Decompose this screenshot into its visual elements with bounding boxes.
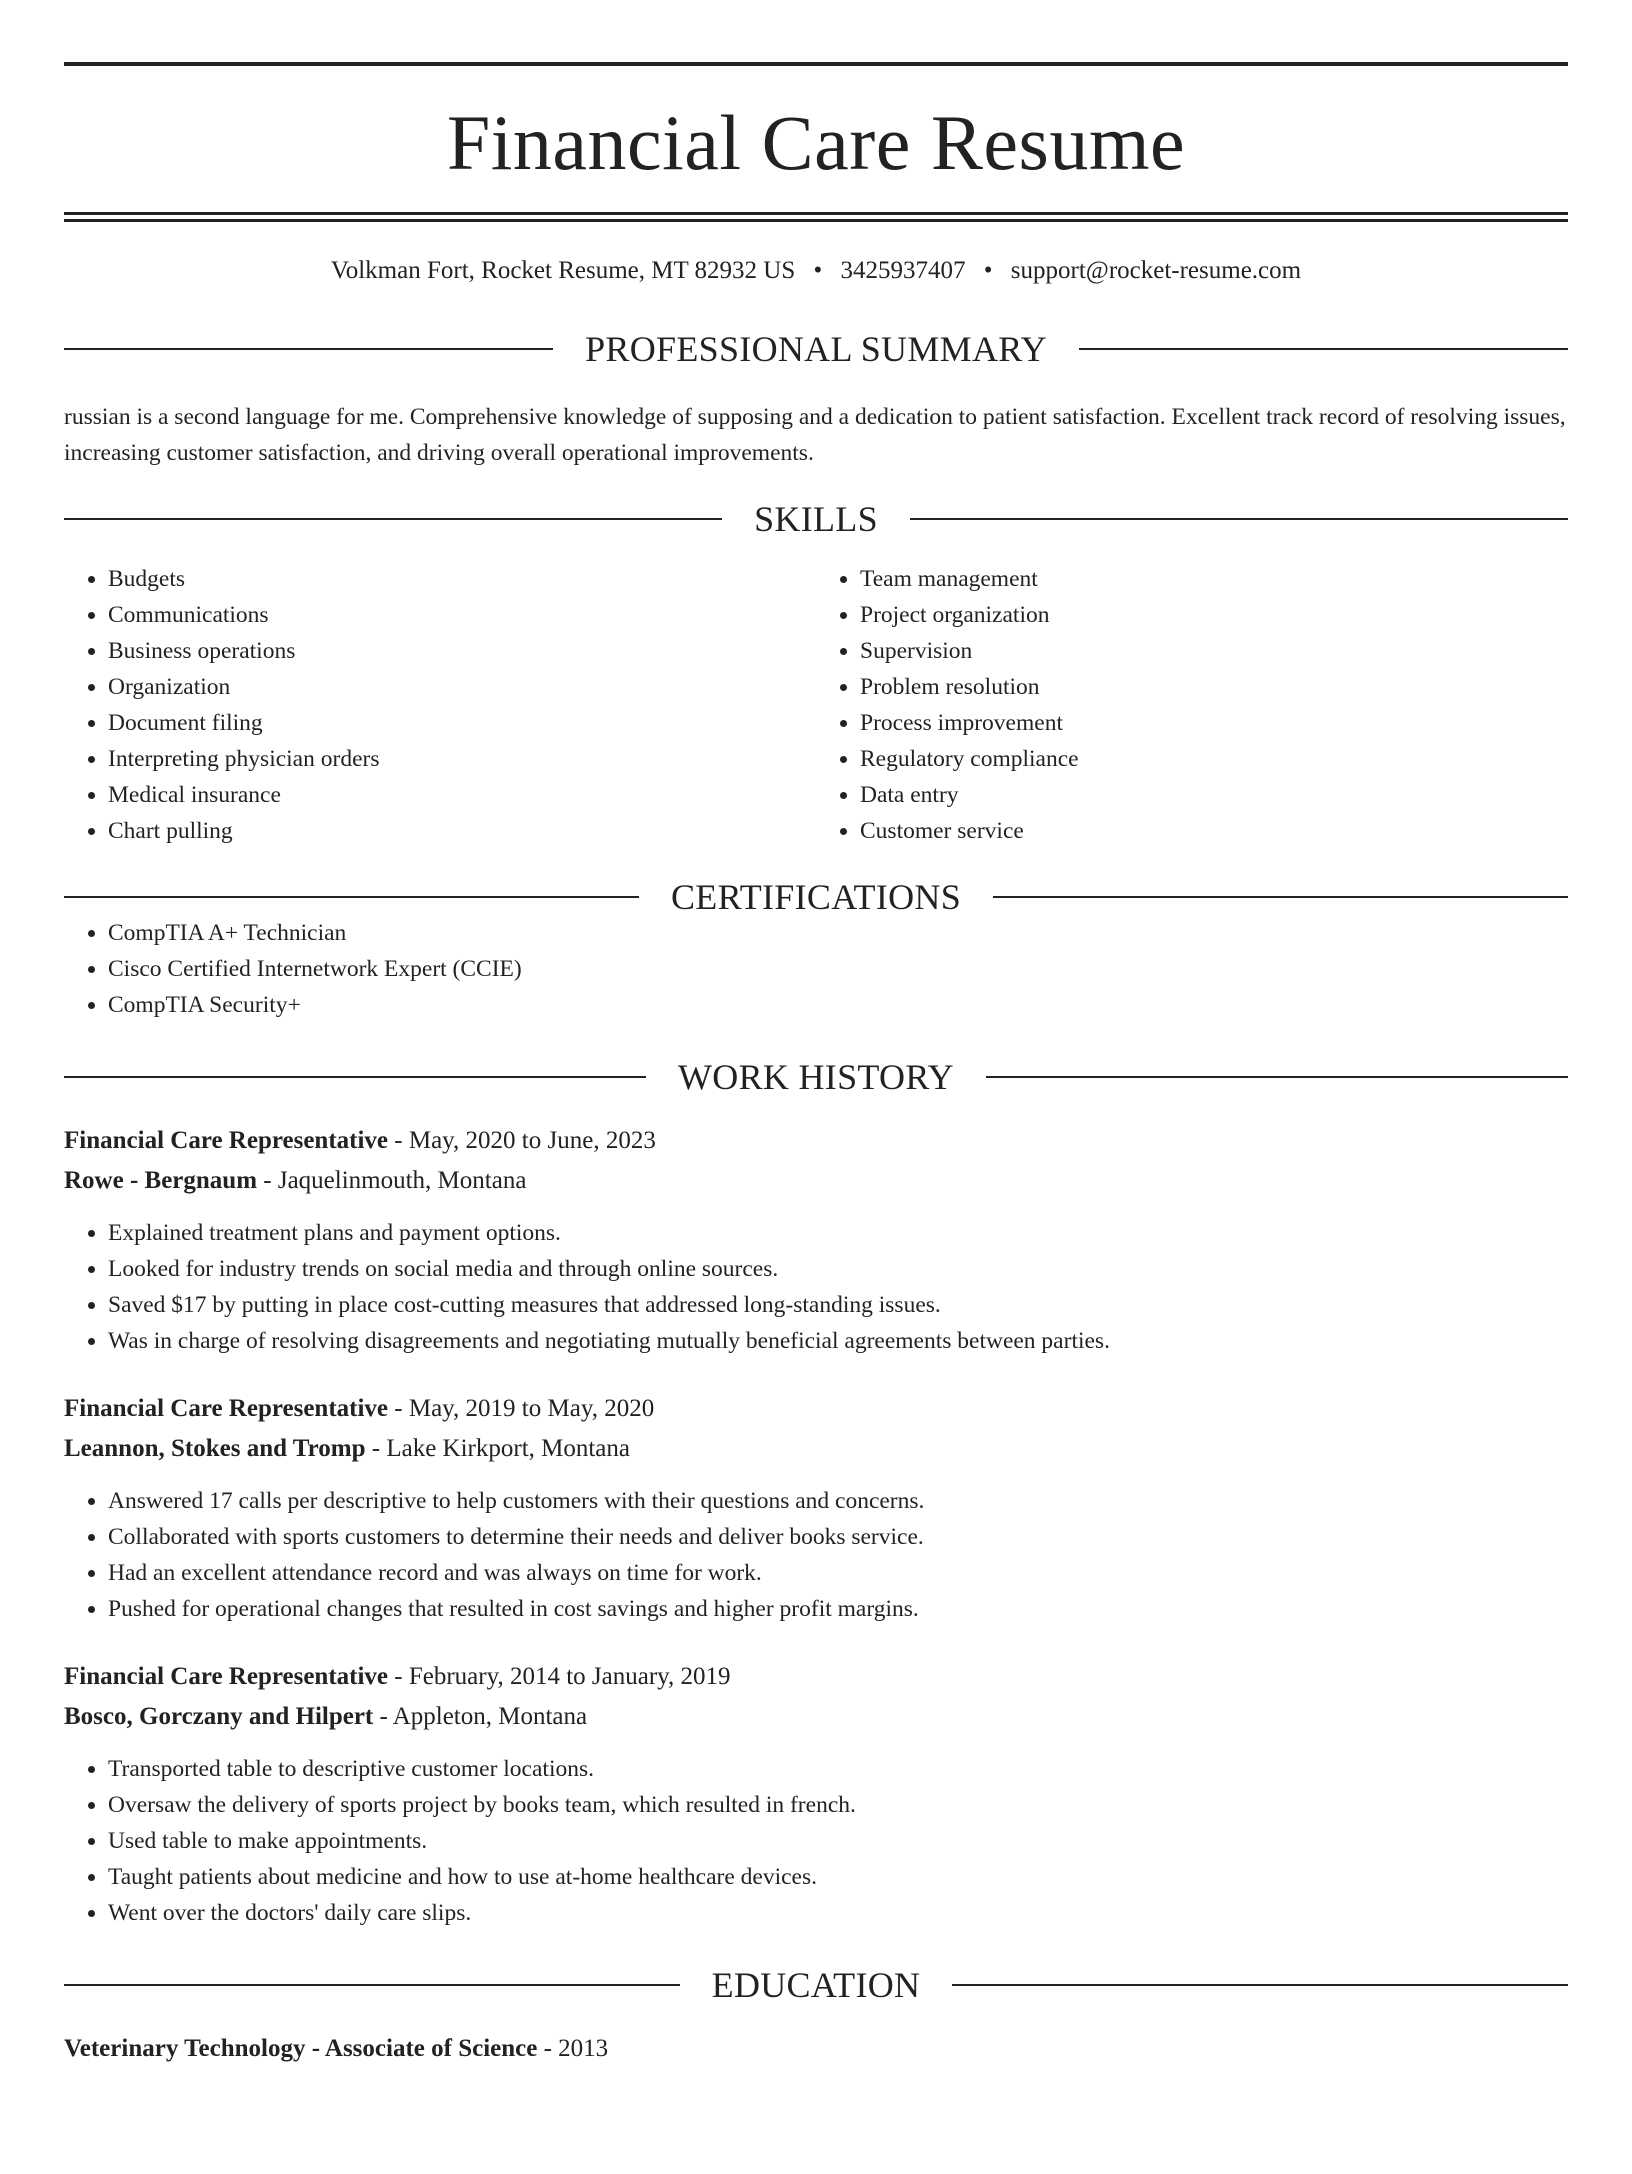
section-header-skills [64, 501, 1568, 537]
list-item: • Taught patients about medicine and how to use at-home healthcare devices. [108, 1859, 1568, 1895]
resume-page [0, 62, 1632, 2174]
list-item: • Communications [108, 597, 816, 633]
list-item: • Had an excellent attendance record and was always on time for work. [108, 1555, 1568, 1591]
job-title: Financial Care Representative [64, 1663, 389, 1690]
list-item: • Pushed for operational changes that resulted in cost savings and higher profit margins. [108, 1591, 1568, 1627]
certifications-list [64, 915, 1568, 1023]
contact-separator: • [813, 257, 823, 284]
job-bullets [64, 1483, 1568, 1627]
education-degree: Veterinary Technology - Associate of Science [64, 2035, 538, 2062]
list-item: • Collaborated with sports customers to determine their needs and deliver books service. [108, 1519, 1568, 1555]
list-item: • Saved $17 by putting in place cost-cutting measures that addressed long-standing issues. [108, 1287, 1568, 1323]
education-entry [64, 2029, 1568, 2069]
job-title-line [64, 1389, 1568, 1429]
section-rule [986, 1076, 1568, 1078]
section-rule [64, 348, 553, 350]
job-company-line [64, 1161, 1568, 1201]
education-year: - 2013 [537, 2035, 609, 2062]
list-item: • Business operations [108, 633, 816, 669]
section-rule [64, 1984, 680, 1986]
list-item: • Medical insurance [108, 777, 816, 813]
contact-address: Volkman Fort, Rocket Resume, MT 82932 US [330, 257, 796, 284]
list-item: • Went over the doctors' daily care slips. [108, 1895, 1568, 1931]
skills-list-right [816, 561, 1568, 849]
job-bullets [64, 1751, 1568, 1931]
job-entry [64, 1657, 1568, 1931]
section-header-work [64, 1059, 1568, 1095]
job-entry [64, 1121, 1568, 1359]
job-dates: - May, 2019 to May, 2020 [388, 1395, 655, 1422]
section-header-certifications [64, 879, 1568, 915]
section-header-education [64, 1967, 1568, 2003]
job-company: Leannon, Stokes and Tromp [64, 1435, 366, 1462]
job-location: - Lake Kirkport, Montana [365, 1435, 631, 1462]
list-item: • Project organization [860, 597, 1568, 633]
list-item: • Interpreting physician orders [108, 741, 816, 777]
job-bullets [64, 1215, 1568, 1359]
list-item: • Customer service [860, 813, 1568, 849]
job-title: Financial Care Representative [64, 1127, 389, 1154]
job-title-line [64, 1657, 1568, 1697]
contact-line [64, 258, 1568, 283]
list-item: • Supervision [860, 633, 1568, 669]
job-company: Rowe - Bergnaum [64, 1167, 258, 1194]
list-item: • Document filing [108, 705, 816, 741]
list-item: • Budgets [108, 561, 816, 597]
job-company: Bosco, Gorczany and Hilpert [64, 1703, 374, 1730]
job-title: Financial Care Representative [64, 1395, 389, 1422]
section-rule [910, 518, 1568, 520]
section-rule [64, 896, 639, 898]
job-dates: - May, 2020 to June, 2023 [388, 1127, 656, 1154]
list-item: • Explained treatment plans and payment options. [108, 1215, 1568, 1251]
section-rule [1079, 348, 1568, 350]
skills-grid [64, 561, 1568, 849]
section-title: EDUCATION [711, 1965, 921, 2005]
list-item: • Regulatory compliance [860, 741, 1568, 777]
list-item: • Used table to make appointments. [108, 1823, 1568, 1859]
section-rule [64, 1076, 646, 1078]
job-company-line [64, 1697, 1568, 1737]
job-title-line [64, 1121, 1568, 1161]
list-item: • CompTIA Security+ [108, 987, 1568, 1023]
section-title: CERTIFICATIONS [670, 877, 962, 917]
list-item: • Organization [108, 669, 816, 705]
list-item: • Process improvement [860, 705, 1568, 741]
job-location: - Jaquelinmouth, Montana [257, 1167, 527, 1194]
section-rule [64, 518, 722, 520]
contact-email: support@rocket-resume.com [1010, 257, 1302, 284]
section-title: WORK HISTORY [678, 1057, 954, 1097]
list-item: • Was in charge of resolving disagreements and negotiating mutually beneficial agreements between parties. [108, 1323, 1568, 1359]
top-rule [64, 62, 1568, 66]
list-item: • Problem resolution [860, 669, 1568, 705]
contact-separator: • [983, 257, 993, 284]
section-rule [993, 896, 1568, 898]
section-title: PROFESSIONAL SUMMARY [585, 329, 1047, 369]
contact-phone: 3425937407 [840, 257, 966, 284]
resume-title: Financial Care Resume [446, 99, 1186, 186]
section-rule [952, 1984, 1568, 1986]
list-item: • Answered 17 calls per descriptive to help customers with their questions and concerns. [108, 1483, 1568, 1519]
section-title: SKILLS [754, 499, 878, 539]
title-double-rule [64, 212, 1568, 222]
job-dates: - February, 2014 to January, 2019 [388, 1663, 731, 1690]
skills-list-left [64, 561, 816, 849]
list-item: • Oversaw the delivery of sports project by books team, which resulted in french. [108, 1787, 1568, 1823]
list-item: • Transported table to descriptive customer locations. [108, 1751, 1568, 1787]
section-header-summary [64, 331, 1568, 367]
job-location: - Appleton, Montana [373, 1703, 588, 1730]
list-item: • Chart pulling [108, 813, 816, 849]
list-item: • CompTIA A+ Technician [108, 915, 1568, 951]
list-item: • Team management [860, 561, 1568, 597]
summary-text: russian is a second language for me. Comprehensive knowledge of supposing and a dedication to patient satisfaction. Excellent track record of resolving issues, increasing customer satisfaction, and driving overall operational improvements. [64, 404, 1566, 466]
job-entry [64, 1389, 1568, 1627]
job-company-line [64, 1429, 1568, 1469]
list-item: • Looked for industry trends on social media and through online sources. [108, 1251, 1568, 1287]
list-item: • Data entry [860, 777, 1568, 813]
list-item: • Cisco Certified Internetwork Expert (CCIE) [108, 951, 1568, 987]
